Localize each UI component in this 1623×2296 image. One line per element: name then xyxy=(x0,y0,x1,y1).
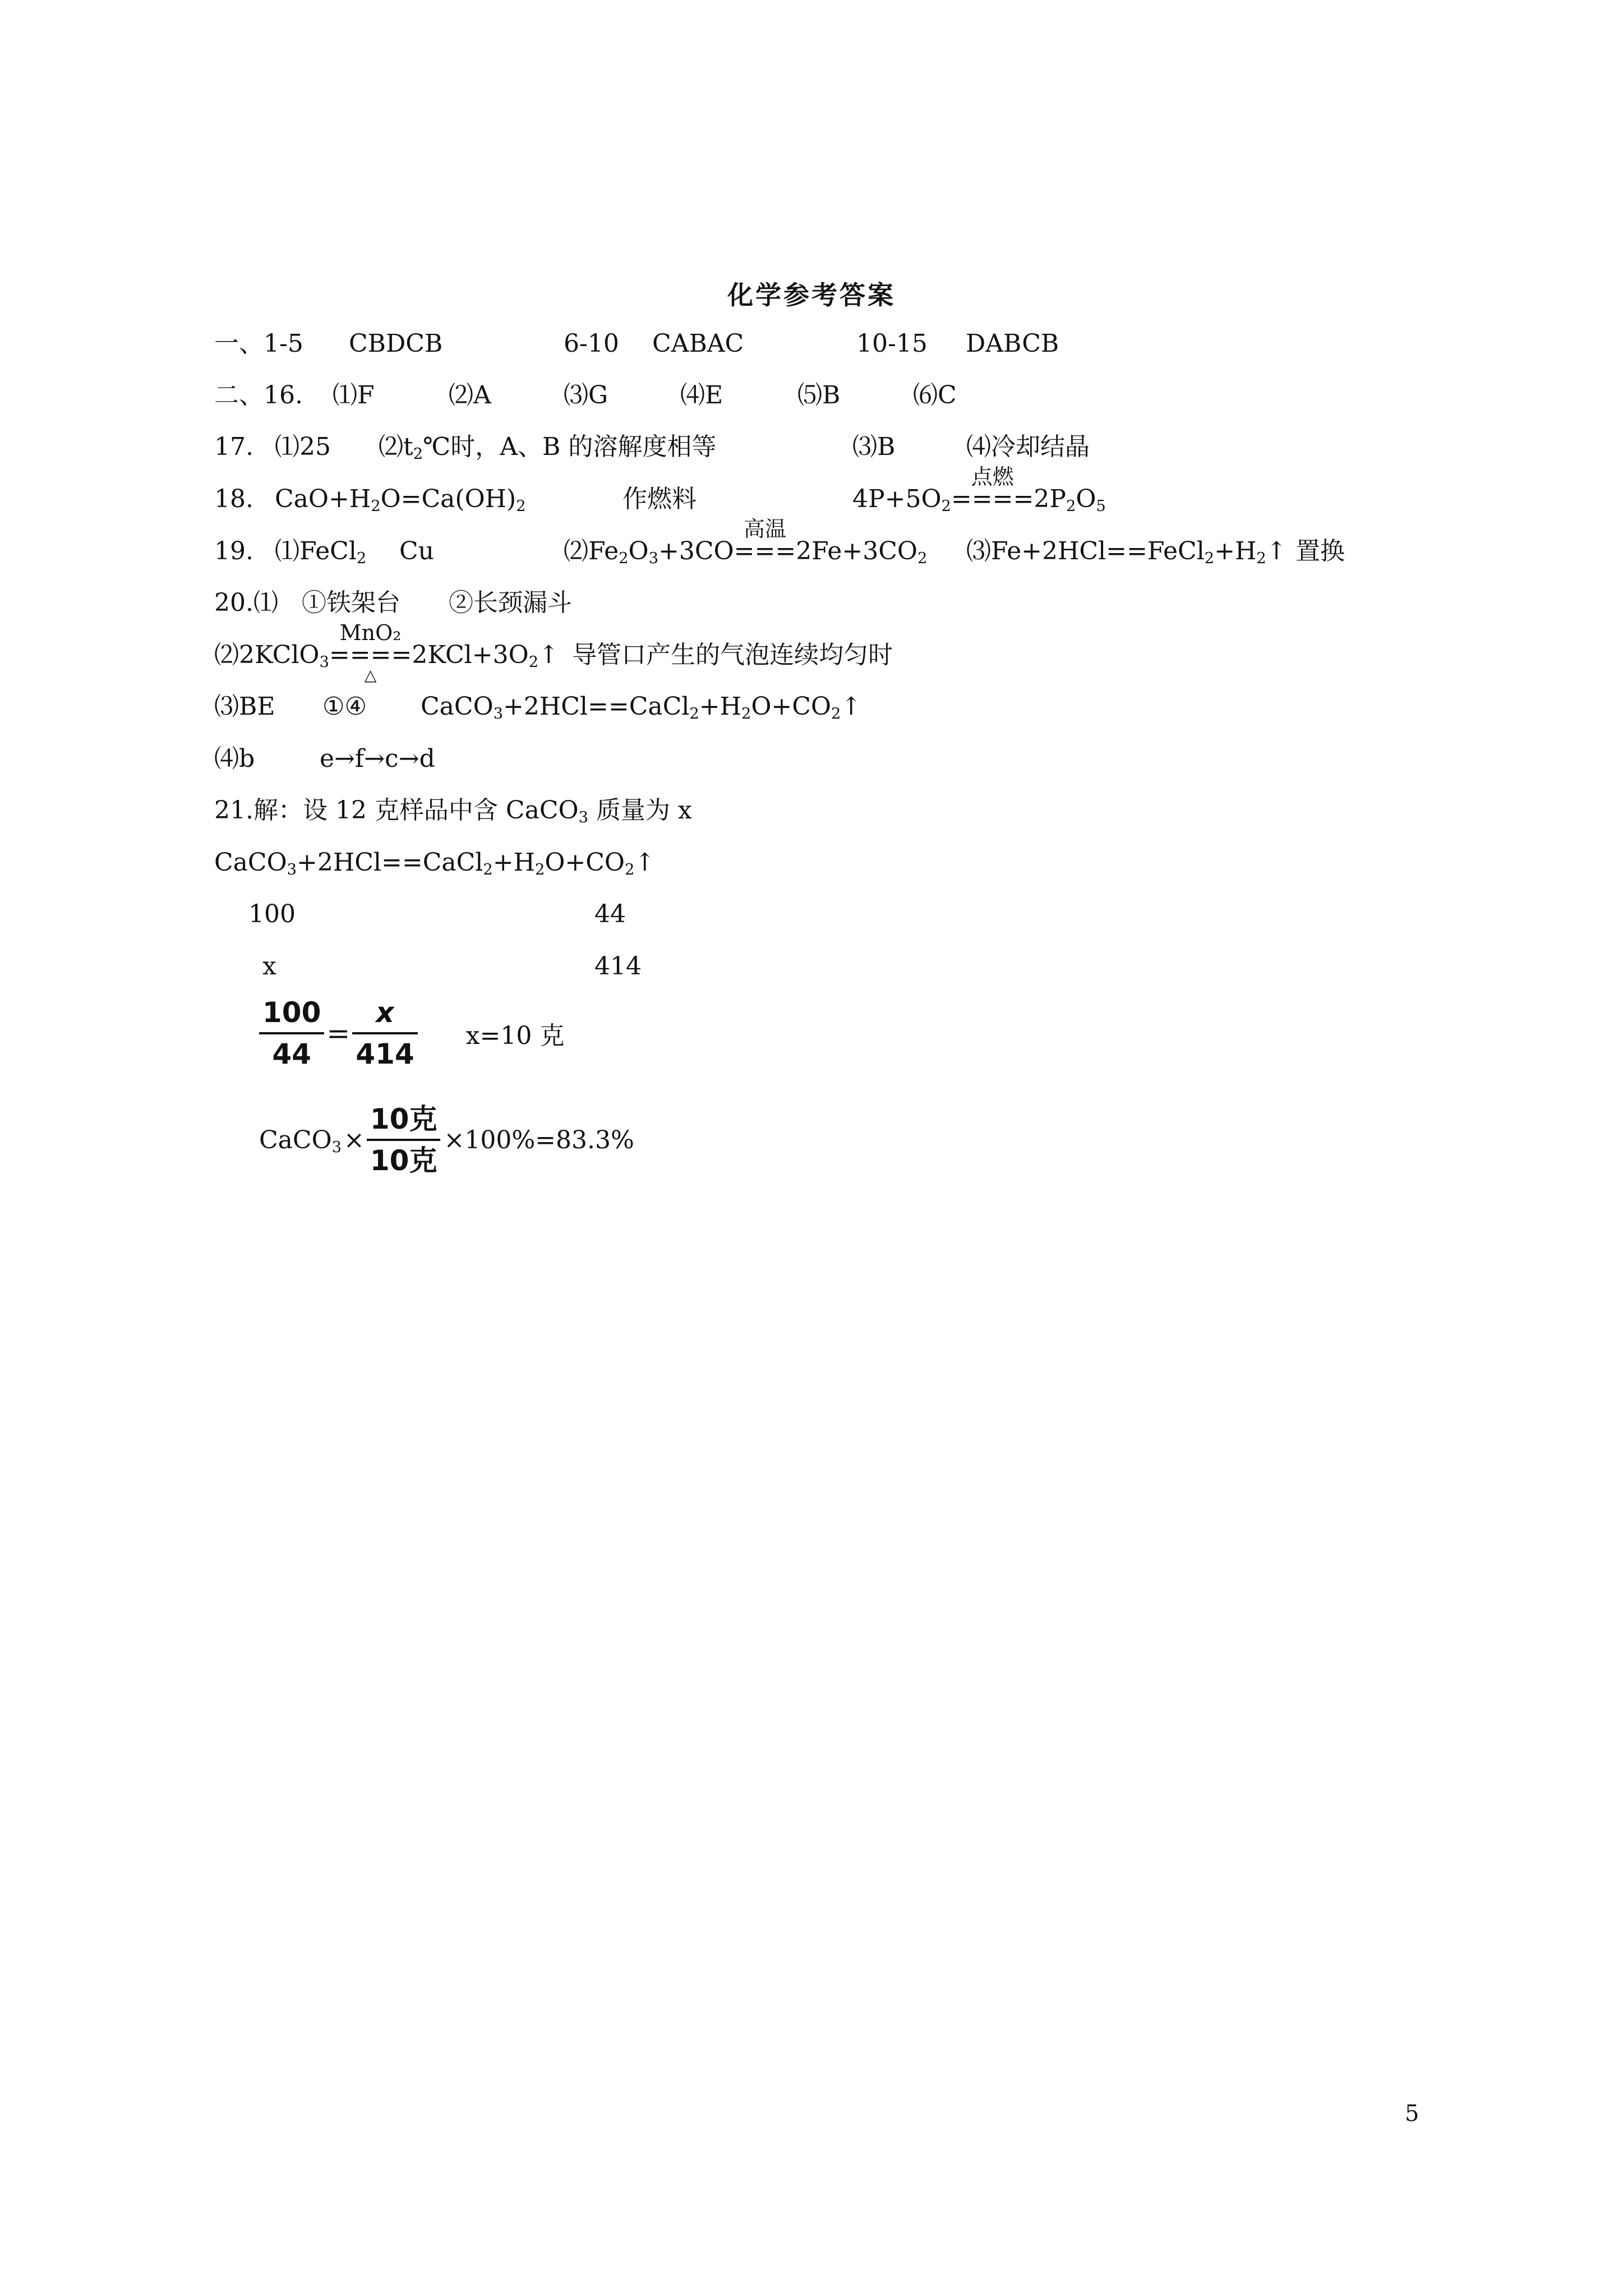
answer-item: ⑴F xyxy=(333,381,375,409)
reaction-condition: 高温 xyxy=(743,517,786,541)
question-number: 17. xyxy=(214,432,253,461)
equation: $⑶Fe+2HCl==FeCl_2+H_2↑$ xyxy=(966,537,1287,567)
answers-1-5: CBDCB xyxy=(349,329,443,358)
variable: x xyxy=(262,952,276,981)
fraction: $\frac{100}{44}$ xyxy=(259,993,324,1074)
answer-part: 导管口产生的气泡连续均匀时 xyxy=(572,641,893,669)
answer-part: 作燃料 xyxy=(623,485,697,513)
answer-item: ⑶G xyxy=(564,381,608,409)
section-label: 一、1-5 xyxy=(214,329,303,358)
heat-symbol: △ xyxy=(364,666,377,684)
molar-mass: 100 xyxy=(248,900,296,928)
range-6-10: 6-10 xyxy=(564,329,619,358)
answer-item: ⑹C xyxy=(913,381,957,409)
answer-item: ⑵A xyxy=(449,381,491,409)
question-number: 19. xyxy=(214,537,253,565)
equation: $⑵Fe_2O_3+3CO$ 高温 $===2Fe+3CO_2$ xyxy=(564,535,927,568)
answer-part: ⑶B xyxy=(852,432,896,461)
answer-part: ⑶BE xyxy=(214,692,275,721)
molar-mass: 44 xyxy=(594,900,626,928)
equation: $4P+5O_2$ 点燃 $====2P_2O_5$ xyxy=(852,482,1106,516)
answer-part: ⑴FeCl$_2$ xyxy=(275,537,367,567)
answer-part: ⑷冷却结晶 xyxy=(966,432,1090,461)
reaction-type: 置换 xyxy=(1295,537,1345,565)
answers-10-15: DABCB xyxy=(966,329,1059,358)
answer-part: ①④ xyxy=(322,692,367,721)
question-number: 18. xyxy=(214,485,253,513)
question-number: 20.⑴ xyxy=(214,588,278,617)
reaction-condition: MnO₂ xyxy=(339,620,402,645)
answer-row-21: 21.解：设 12 克样品中含 CaCO$_3$ 质量为 x xyxy=(214,796,692,826)
formula: CaCO$_3$ xyxy=(259,1125,342,1156)
result: x=10 克 xyxy=(465,1022,565,1050)
page-number: 5 xyxy=(1405,2101,1419,2127)
equation: $CaCO_3+2HCl==CaCl_2+H_2O+CO_2↑$ xyxy=(421,692,862,723)
answer-item: ⑷E xyxy=(680,381,723,409)
section-label: 二、16. xyxy=(214,381,303,409)
answer-item: ⑸B xyxy=(797,381,841,409)
answer-part: e→f→c→d xyxy=(320,744,435,773)
answer-part: Cu xyxy=(399,537,435,565)
equation-21: $CaCO_3+2HCl==CaCl_2+H_2O+CO_2↑$ xyxy=(214,848,656,878)
fraction: $\frac{x}{414}$ xyxy=(352,993,417,1074)
answer-part: ⑴25 xyxy=(275,432,331,461)
answer-part: ⑷b xyxy=(214,744,255,773)
percentage-row: CaCO$_3$ × $\frac{\text{10克}}{\text{10克}}$ ×100%=83.3% xyxy=(259,1099,634,1180)
page-title: 化学参考答案 xyxy=(727,280,896,310)
range-10-15: 10-15 xyxy=(856,329,928,358)
fraction: $\frac{\text{10克}}{\text{10克}}$ xyxy=(367,1099,441,1180)
answer-part: ②长颈漏斗 xyxy=(449,588,572,617)
reaction-condition: 点燃 xyxy=(971,464,1014,489)
answers-6-10: CABAC xyxy=(652,329,744,358)
variable: 414 xyxy=(594,952,642,981)
answer-part: ①铁架台 xyxy=(302,588,400,617)
equation: ⑵2KClO$_3$ MnO₂ ==== △ $2KCl+3O_2↑$ xyxy=(214,638,559,672)
answer-part: $⑵t_2℃$时，A、B 的溶解度相等 xyxy=(379,432,717,463)
equation: $CaO+H_2O=Ca(OH)_2$ xyxy=(275,485,526,515)
proportion-row: $\frac{100}{44}$ = $\frac{x}{414}$ x=10 克 xyxy=(259,993,564,1074)
